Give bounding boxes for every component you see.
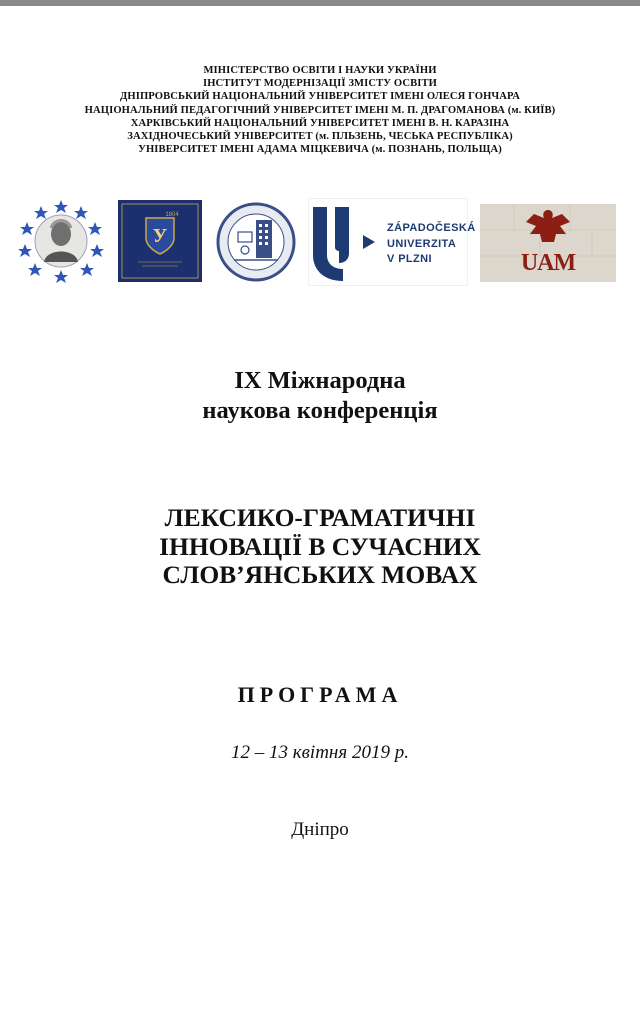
- dnipro-university-emblem: [18, 198, 104, 284]
- organizers-header: [0, 64, 640, 156]
- header-line-ministry: МІНІСТЕРСТВО ОСВІТИ І НАУКИ УКРАЇНИ: [203, 65, 437, 76]
- portrait-medallion-icon: [18, 198, 104, 284]
- header-line-karazin-university: ХАРКІВСЬКИЙ НАЦІОНАЛЬНИЙ УНІВЕРСИТЕТ ІМЕНІ В. Н. КАРАЗІНА: [130, 117, 510, 129]
- institute-modernization-emblem: [216, 202, 296, 282]
- svg-text:У: У: [152, 225, 168, 247]
- logos-row: [0, 196, 640, 288]
- west-bohemia-university-logo: [308, 198, 476, 286]
- conference-title: [0, 504, 640, 590]
- conference-line-2: наукова конференція: [202, 397, 438, 424]
- shield-icon: [118, 200, 202, 282]
- title-line-3: СЛОВ’ЯНСЬКИХ МОВАХ: [162, 560, 478, 589]
- header-line-mickiewicz-university: УНІВЕРСИТЕТ ІМЕНІ АДАМА МІЦКЕВИЧА (м. ПОЗНАНЬ, ПОЛЬЩА): [138, 144, 502, 156]
- program-label: ПРОГРАМА: [237, 682, 403, 707]
- conference-dates: 12 – 13 квітня 2019 р.: [231, 742, 409, 763]
- header-line-west-bohemia-university: ЗАХІДНОЧЕСЬКИЙ УНІВЕРСИТЕТ (м. ПЛЬЗЕНЬ, ЧЕСЬКА РЕСПУБЛІКА): [127, 131, 513, 143]
- title-line-2: ІННОВАЦІЇ В СУЧАСНИХ: [159, 531, 481, 561]
- university-book-cover-logo: [118, 200, 202, 282]
- eagle-icon: [480, 204, 616, 282]
- header-line-drahomanov-university: НАЦІОНАЛЬНИЙ ПЕДАГОГІЧНИЙ УНІВЕРСИТЕТ ІМЕНІ М. П. ДРАГОМАНОВА (м. КИЇВ): [84, 104, 556, 116]
- zcu-line-2: UNIVERZITA: [387, 237, 457, 250]
- svg-text:UAM: UAM: [520, 250, 576, 276]
- zcu-line-1: ZÁPADOČESKÁ: [387, 222, 476, 234]
- header-line-dnipro-university: ДНІПРОВСЬКИЙ НАЦІОНАЛЬНИЙ УНІВЕРСИТЕТ ІМЕНІ ОЛЕСЯ ГОНЧАРА: [120, 91, 520, 103]
- title-line-1: ЛЕКСИКО-ГРАМАТИЧНІ: [164, 503, 476, 532]
- conference-heading: [0, 366, 640, 426]
- zcu-line-3: V PLZNI: [387, 253, 432, 265]
- building-emblem-icon: [216, 202, 296, 282]
- uam-university-logo: [480, 204, 616, 282]
- conference-line-1: ІХ Міжнародна: [234, 367, 406, 394]
- header-line-institute: ІНСТИТУТ МОДЕРНІЗАЦІЇ ЗМІСТУ ОСВІТИ: [202, 78, 438, 90]
- zcu-wordmark: [387, 221, 476, 268]
- top-edge-bar: [0, 0, 640, 6]
- conference-city: Дніпро: [291, 819, 349, 840]
- svg-text:1804: 1804: [165, 212, 179, 218]
